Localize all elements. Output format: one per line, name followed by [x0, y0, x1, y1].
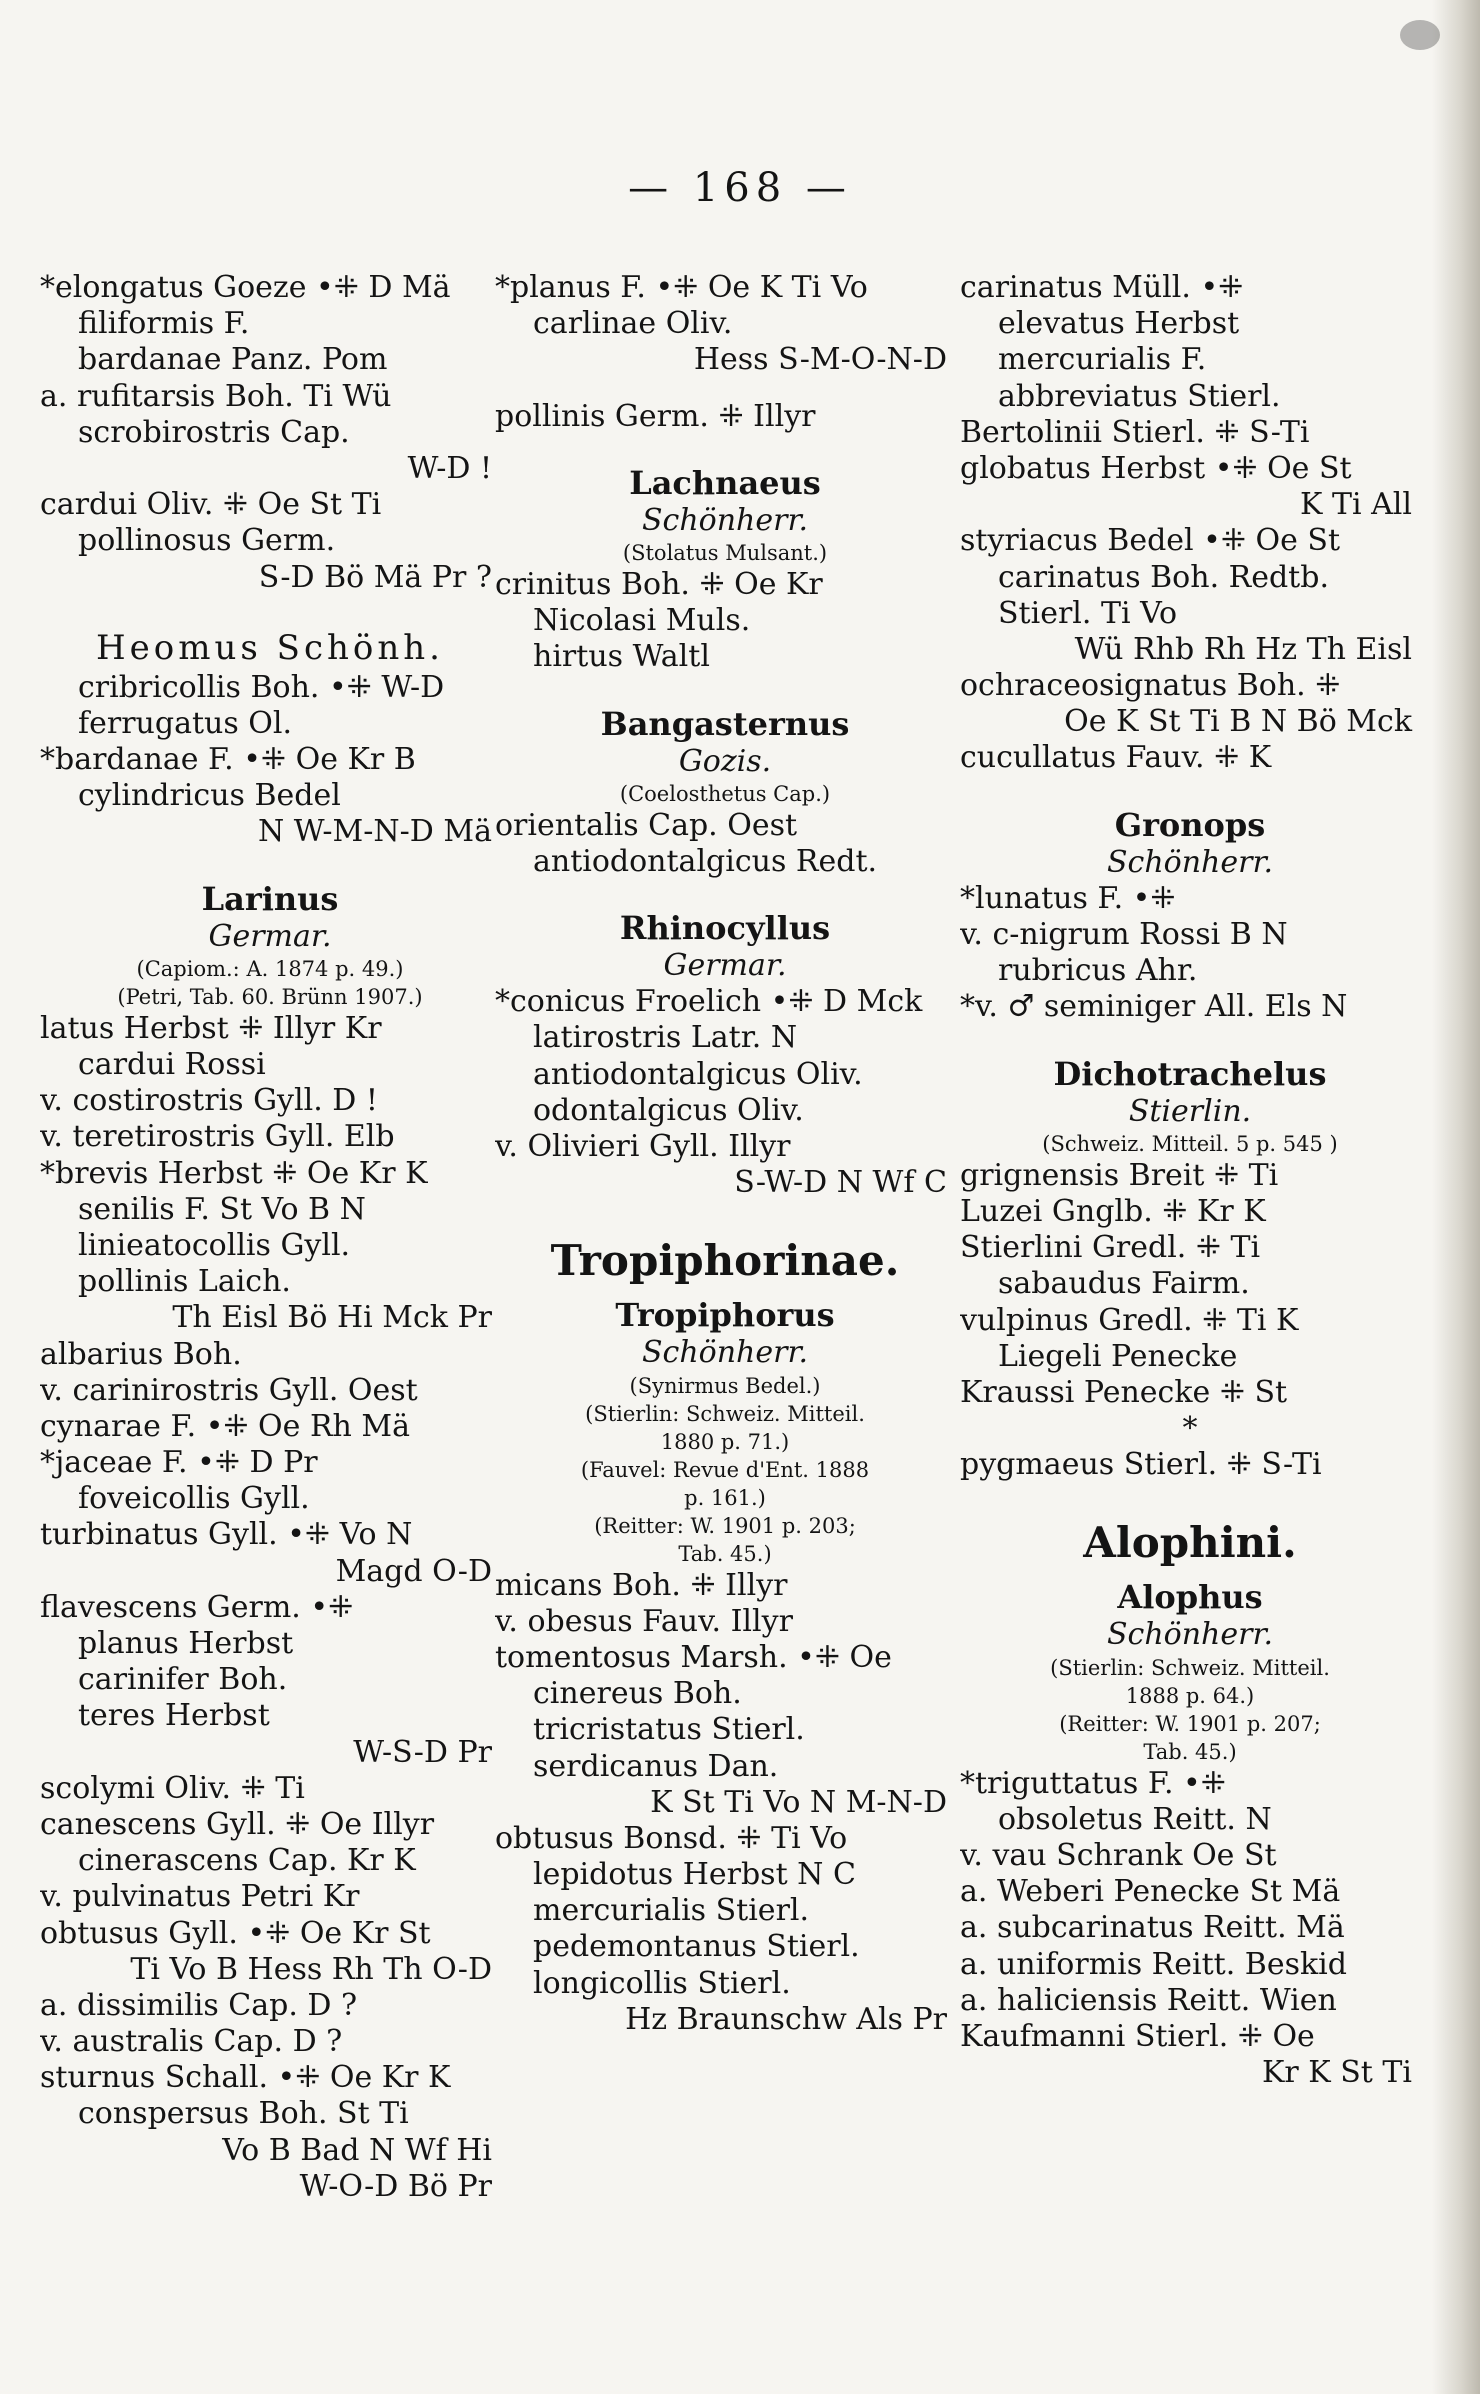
distribution-line: W-D ! — [407, 450, 492, 486]
reference-line: (Coelosthetus Cap.) — [619, 781, 831, 806]
species-entry: *planus F. •⁜ Oe K Ti Vo — [495, 270, 868, 305]
spacer — [960, 1483, 1420, 1503]
species-entry: v. australis Cap. D ? — [40, 2024, 343, 2060]
species-entry: v. pulvinatus Petri Kr — [40, 1879, 360, 1915]
species-entry: Stierlini Gredl. ⁜ Ti — [960, 1230, 1261, 1266]
synonym-entry: linieatocollis Gyll. — [78, 1227, 351, 1263]
genus-heading: Heomus Schönh. — [96, 627, 444, 668]
reference-line: (Schweiz. Mitteil. 5 p. 545 ) — [1042, 1131, 1338, 1156]
synonym-entry: tricristatus Stierl. — [533, 1712, 805, 1748]
synonym-entry: latirostris Latr. N — [533, 1020, 798, 1056]
distribution-line: Hess S-M-O-N-D — [693, 342, 947, 378]
synonym-entry: bardanae Panz. Pom — [78, 342, 388, 378]
species-entry: cardui Oliv. ⁜ Oe St Ti — [40, 487, 382, 523]
species-entry: latus Herbst ⁜ Illyr Kr — [40, 1010, 382, 1046]
distribution-line: S-D Bö Mä Pr ? — [258, 559, 492, 595]
species-entry: cynarae F. •⁜ Oe Rh Mä — [40, 1408, 410, 1444]
spacer — [40, 851, 500, 871]
author-line: Schönherr. — [1106, 1617, 1274, 1653]
synonym-entry: carinatus Boh. Redtb. — [998, 559, 1329, 595]
spacer — [495, 676, 955, 696]
distribution-line: Oe K St Ti B N Bö Mck — [1064, 704, 1412, 740]
genus-heading: Dichotrachelus — [1053, 1054, 1327, 1093]
synonym-entry: pedemontanus Stierl. — [533, 1929, 860, 1965]
species-entry: v. Olivieri Gyll. Illyr — [495, 1129, 791, 1164]
reference-line: 1880 p. 71.) — [660, 1429, 790, 1454]
synonym-entry: antiodontalgicus Oliv. — [533, 1056, 863, 1092]
author-line: Germar. — [663, 948, 787, 984]
author-line: Germar. — [208, 918, 332, 954]
tribe-heading: Alophini. — [1083, 1518, 1297, 1568]
species-entry: *brevis Herbst ⁜ Oe Kr K — [40, 1155, 428, 1191]
reference-line: (Reitter: W. 1901 p. 207; — [1059, 1711, 1321, 1736]
genus-heading: Lachnaeus — [629, 463, 821, 502]
synonym-entry: filiformis F. — [78, 306, 250, 342]
reference-line: (Reitter: W. 1901 p. 203; — [594, 1513, 856, 1538]
species-entry: *v. ♂ seminiger All. Els N — [960, 989, 1348, 1025]
reference-line: (Stierlin: Schweiz. Mitteil. — [1050, 1655, 1330, 1680]
distribution-line: K Ti All — [1300, 487, 1412, 523]
synonym-entry: sabaudus Fairm. — [998, 1266, 1250, 1302]
author-line: Schönherr. — [1106, 844, 1274, 880]
distribution-line: Wü Rhb Rh Hz Th Eisl — [1074, 631, 1412, 667]
species-entry: v. carinirostris Gyll. Oest — [40, 1372, 418, 1408]
species-entry: pygmaeus Stierl. ⁜ S-Ti — [960, 1447, 1322, 1483]
species-entry: Luzei Gnglb. ⁜ Kr K — [960, 1193, 1266, 1229]
genus-heading: Alophus — [1117, 1578, 1263, 1617]
genus-heading: Gronops — [1114, 805, 1266, 844]
distribution-line: Ti Vo B Hess Rh Th O-D — [130, 1951, 492, 1987]
spacer — [40, 596, 500, 616]
distribution-line: Magd O-D — [335, 1553, 492, 1589]
synonym-entry: serdicanus Dan. — [533, 1748, 779, 1784]
synonym-entry: longicollis Stierl. — [533, 1965, 791, 2001]
separator-star: * — [1182, 1411, 1198, 1447]
synonym-entry: elevatus Herbst — [998, 306, 1240, 342]
species-entry: obtusus Bonsd. ⁜ Ti Vo — [495, 1820, 848, 1856]
synonym-entry: cinereus Boh. — [533, 1676, 742, 1712]
spacer — [495, 435, 955, 455]
species-entry: a. uniformis Reitt. Beskid — [960, 1946, 1347, 1982]
distribution-line: K St Ti Vo N M-N-D — [650, 1784, 947, 1820]
synonym-entry: ferrugatus Ol. — [78, 705, 292, 741]
species-entry: Bertolinii Stierl. ⁜ S-Ti — [960, 414, 1310, 450]
species-entry: orientalis Cap. Oest — [495, 807, 798, 843]
distribution-line: W-O-D Bö Pr — [299, 2168, 492, 2204]
species-entry: ochraceosignatus Boh. ⁜ — [960, 668, 1341, 704]
synonym-entry: cinerascens Cap. Kr K — [78, 1843, 416, 1879]
reference-line: (Capiom.: A. 1874 p. 49.) — [136, 956, 404, 981]
species-entry: carinatus Müll. •⁜ — [960, 270, 1244, 305]
synonym-entry: pollinis Laich. — [78, 1264, 291, 1300]
species-entry: v. obesus Fauv. Illyr — [495, 1603, 793, 1639]
species-entry: *triguttatus F. •⁜ — [960, 1765, 1226, 1801]
synonym-entry: abbreviatus Stierl. — [998, 378, 1281, 414]
synonym-entry: Nicolasi Muls. — [533, 603, 751, 639]
distribution-line: Vo B Bad N Wf Hi — [222, 2132, 492, 2168]
species-entry: a. dissimilis Cap. D ? — [40, 1987, 358, 2023]
synonym-entry: rubricus Ahr. — [998, 953, 1198, 989]
reference-line: (Stolatus Mulsant.) — [622, 540, 828, 565]
species-entry: crinitus Boh. ⁜ Oe Kr — [495, 566, 823, 602]
species-entry: *lunatus F. •⁜ — [960, 880, 1176, 916]
synonym-entry: cribricollis Boh. •⁜ W-D — [78, 669, 445, 705]
reference-line: (Synirmus Bedel.) — [629, 1373, 821, 1398]
species-entry: v. teretirostris Gyll. Elb — [40, 1119, 395, 1155]
column-1 — [40, 270, 500, 2205]
ink-smudge — [1400, 20, 1440, 50]
synonym-entry: planus Herbst — [78, 1626, 294, 1661]
species-entry: v. c-nigrum Rossi B N — [960, 917, 1288, 952]
spacer — [960, 1026, 1420, 1046]
synonym-entry: mercurialis F. — [998, 342, 1207, 378]
column-2 — [495, 270, 955, 2038]
synonym-entry: antiodontalgicus Redt. — [533, 843, 878, 879]
tribe-heading: Tropiphorinae. — [550, 1236, 900, 1286]
reference-line: p. 161.) — [684, 1485, 766, 1510]
reference-line: Tab. 45.) — [1143, 1739, 1237, 1764]
page-edge-shadow — [1432, 0, 1480, 2394]
species-entry: styriacus Bedel •⁜ Oe St — [960, 523, 1341, 559]
spacer — [495, 880, 955, 900]
species-entry: vulpinus Gredl. ⁜ Ti K — [960, 1302, 1299, 1338]
spacer — [495, 1201, 955, 1221]
spacer — [960, 777, 1420, 797]
author-line: Stierlin. — [1128, 1093, 1252, 1129]
genus-heading: Larinus — [201, 879, 339, 918]
species-entry: scolymi Oliv. ⁜ Ti — [40, 1770, 305, 1806]
species-entry: cucullatus Fauv. ⁜ K — [960, 740, 1272, 776]
distribution-line: Th Eisl Bö Hi Mck Pr — [172, 1300, 492, 1336]
species-entry: a. haliciensis Reitt. Wien — [960, 1982, 1337, 2018]
species-entry: tomentosus Marsh. •⁜ Oe — [495, 1639, 892, 1675]
species-entry: *conicus Froelich •⁜ D Mck — [495, 984, 923, 1020]
species-entry: v. vau Schrank Oe St — [960, 1838, 1277, 1873]
synonym-entry: Liegeli Penecke — [998, 1338, 1238, 1374]
distribution-line: S-W-D N Wf C — [734, 1165, 947, 1201]
species-entry: Kaufmanni Stierl. ⁜ Oe — [960, 2018, 1315, 2054]
species-entry: flavescens Germ. •⁜ — [40, 1589, 354, 1625]
synonym-entry: scrobirostris Cap. — [78, 414, 350, 450]
species-entry: Kraussi Penecke ⁜ St — [960, 1374, 1288, 1410]
species-entry: a. Weberi Penecke St Mä — [960, 1874, 1341, 1910]
spacer — [495, 379, 955, 399]
synonym-entry: teres Herbst — [78, 1698, 270, 1734]
synonym-entry: Stierl. Ti Vo — [998, 595, 1178, 631]
reference-line: (Petri, Tab. 60. Brünn 1907.) — [117, 984, 423, 1009]
column-3 — [960, 270, 1420, 2091]
synonym-entry: carinifer Boh. — [78, 1662, 288, 1698]
synonym-entry: lepidotus Herbst N C — [533, 1857, 856, 1893]
reference-line: (Stierlin: Schweiz. Mitteil. — [585, 1401, 865, 1426]
synonym-entry: conspersus Boh. St Ti — [78, 2096, 409, 2132]
genus-heading: Tropiphorus — [615, 1296, 835, 1335]
species-entry: micans Boh. ⁜ Illyr — [495, 1567, 788, 1603]
species-entry: v. costirostris Gyll. D ! — [40, 1083, 378, 1119]
synonym-entry: senilis F. St Vo B N — [78, 1191, 366, 1227]
species-entry: grignensis Breit ⁜ Ti — [960, 1157, 1279, 1193]
author-line: Schönherr. — [641, 1335, 809, 1371]
reference-line: (Fauvel: Revue d'Ent. 1888 — [580, 1457, 870, 1482]
species-entry: *elongatus Goeze •⁜ D Mä — [40, 270, 451, 305]
reference-line: 1888 p. 64.) — [1125, 1683, 1255, 1708]
species-entry: *bardanae F. •⁜ Oe Kr B — [40, 742, 416, 778]
species-entry: globatus Herbst •⁜ Oe St — [960, 450, 1352, 486]
species-entry: obtusus Gyll. •⁜ Oe Kr St — [40, 1915, 431, 1951]
genus-heading: Rhinocyllus — [619, 909, 831, 948]
genus-heading: Bangasternus — [600, 704, 850, 743]
synonym-entry: obsoletus Reitt. N — [998, 1801, 1272, 1837]
page-number: — 168 — — [628, 165, 852, 211]
synonym-entry: pollinosus Germ. — [78, 523, 336, 559]
species-entry: albarius Boh. — [40, 1336, 242, 1372]
distribution-line: W-S-D Pr — [353, 1734, 492, 1770]
distribution-line: N W-M-N-D Mä — [257, 814, 492, 850]
synonym-entry: foveicollis Gyll. — [78, 1481, 310, 1517]
species-entry: canescens Gyll. ⁜ Oe Illyr — [40, 1806, 435, 1842]
species-entry: a. subcarinatus Reitt. Mä — [960, 1910, 1345, 1946]
species-entry: a. rufitarsis Boh. Ti Wü — [40, 378, 392, 414]
synonym-entry: hirtus Waltl — [533, 639, 710, 675]
synonym-entry: mercurialis Stierl. — [533, 1893, 810, 1929]
species-entry: sturnus Schall. •⁜ Oe Kr K — [40, 2060, 451, 2096]
synonym-entry: odontalgicus Oliv. — [533, 1092, 804, 1128]
reference-line: Tab. 45.) — [678, 1541, 772, 1566]
author-line: Schönherr. — [641, 502, 809, 538]
synonym-entry: cylindricus Bedel — [78, 778, 341, 814]
author-line: Gozis. — [678, 743, 772, 779]
species-entry: *jaceae F. •⁜ D Pr — [40, 1445, 318, 1481]
species-entry: pollinis Germ. ⁜ Illyr — [495, 398, 816, 434]
distribution-line: Hz Braunschw Als Pr — [625, 2001, 947, 2037]
distribution-line: Kr K St Ti — [1262, 2055, 1412, 2091]
synonym-entry: cardui Rossi — [78, 1047, 266, 1082]
synonym-entry: carlinae Oliv. — [533, 306, 733, 342]
species-entry: turbinatus Gyll. •⁜ Vo N — [40, 1517, 413, 1553]
